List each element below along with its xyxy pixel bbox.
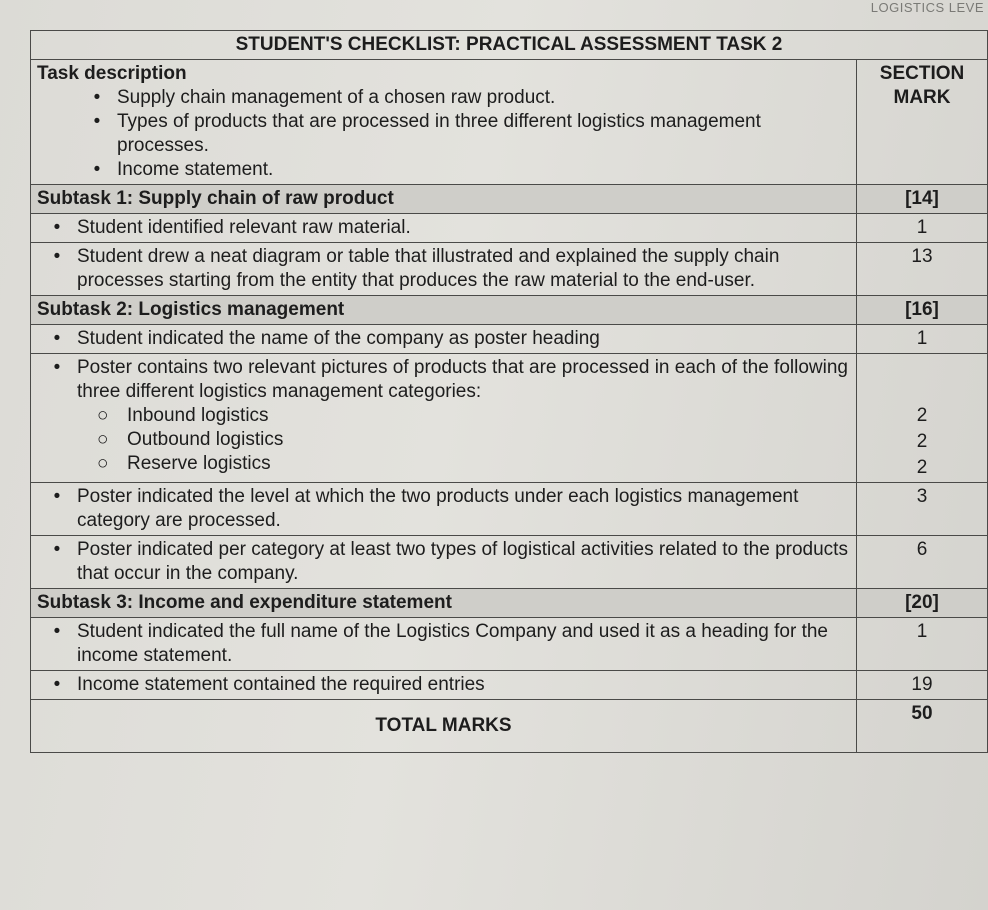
list-item: • Types of products that are processed in three different logistics management processes. [37, 110, 850, 158]
subtask1-total: [14] [857, 185, 988, 214]
bullet-icon: • [53, 539, 61, 560]
subtask1-heading: Subtask 1: Supply chain of raw product [31, 185, 857, 214]
table-row: • Poster indicated per category at least two types of logistical activities related to the products that occur in the company. 6 [31, 536, 988, 589]
title-row [31, 31, 988, 60]
bullet-icon: • [53, 674, 61, 695]
subtask3-heading: Subtask 3: Income and expenditure statement [31, 589, 857, 618]
page-title: STUDENT'S CHECKLIST: PRACTICAL ASSESSMENT TASK 2 [31, 31, 988, 60]
list-item: ○ Reserve logistics [97, 453, 271, 474]
bullet-icon: • [53, 486, 61, 507]
list-item: ○ Inbound logistics [97, 405, 269, 426]
task-description-heading: Task description [37, 63, 187, 84]
subtask1-heading-row [31, 185, 988, 214]
bullet-icon: • [53, 217, 61, 238]
circle-bullet-icon: ○ [97, 405, 109, 426]
subtask2-heading-row [31, 296, 988, 325]
list-item: ○ Outbound logistics [97, 429, 284, 450]
bullet-icon: • [93, 159, 101, 180]
table-row: • Student indicated the name of the company as poster heading 1 [31, 325, 988, 354]
checklist-table [30, 30, 988, 753]
table-row: • Poster contains two relevant pictures of products that are processed in each of the following three different logistics management categories: ○ Inbound logistics ○ Outbound logistics ○ Reserve logistics 2 2 2 [31, 354, 988, 483]
corner-header: LOGISTICS LEVE [870, 0, 984, 15]
list-item: • Supply chain management of a chosen raw product. [37, 86, 850, 110]
circle-bullet-icon: ○ [97, 453, 109, 474]
subtask2-heading: Subtask 2: Logistics management [31, 296, 857, 325]
list-item: • Income statement. [37, 158, 850, 182]
subtask3-heading-row [31, 589, 988, 618]
total-value: 50 [857, 700, 988, 753]
table-row: • Student identified relevant raw material. 1 [31, 214, 988, 243]
bullet-icon: • [53, 246, 61, 267]
subtask3-total: [20] [857, 589, 988, 618]
table-row: • Student indicated the full name of the Logistics Company and used it as a heading for the income statement. 1 [31, 618, 988, 671]
bullet-icon: • [53, 621, 61, 642]
total-row [31, 700, 988, 753]
section-mark-header: SECTION MARK [857, 60, 988, 185]
table-row: • Poster indicated the level at which the two products under each logistics management category are processed. 3 [31, 483, 988, 536]
bullet-icon: • [53, 328, 61, 349]
task-description-row [31, 60, 988, 185]
table-row: • Student drew a neat diagram or table that illustrated and explained the supply chain processes starting from the entity that produces the raw material to the end-user. 13 [31, 243, 988, 296]
total-label: TOTAL MARKS [31, 700, 857, 753]
table-row: • Income statement contained the required entries 19 [31, 671, 988, 700]
bullet-icon: • [93, 87, 101, 108]
bullet-icon: • [53, 357, 61, 378]
subtask2-total: [16] [857, 296, 988, 325]
circle-bullet-icon: ○ [97, 429, 109, 450]
bullet-icon: • [93, 111, 101, 132]
task-description-cell [31, 60, 857, 185]
